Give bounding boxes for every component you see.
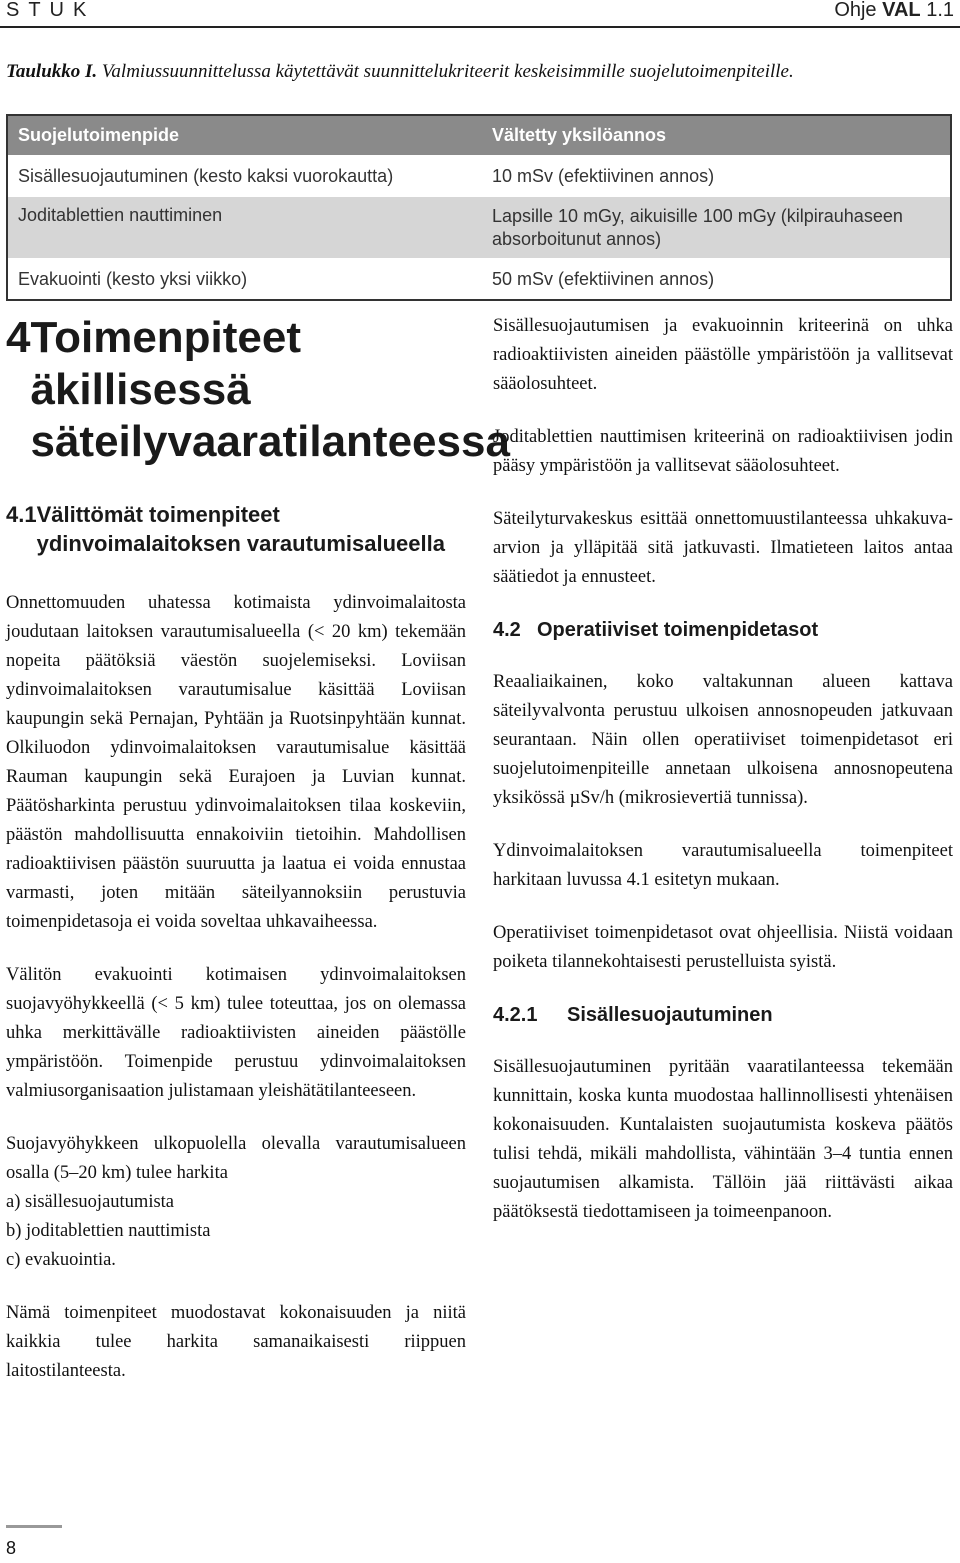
subsection-number: 4.2.1 (493, 1004, 538, 1026)
criteria-table (6, 114, 952, 301)
doc-version: 1.1 (920, 0, 954, 21)
subsection-heading (493, 1001, 953, 1029)
paragraph: Ydinvoimalaitoksen varautumisalueella toimenpiteet harkitaan luvussa 4.1 esitetyn mukaan. (493, 841, 953, 890)
chapter-number: 4 (6, 313, 31, 362)
table-cell: 50 mSv (efektiivinen annos) (492, 268, 715, 289)
paragraph: Säteilyturvakeskus esittää onnettomuustilanteessa uhkakuva-arvion ja ylläpitää sitä jatkuvasti. Ilmatieteen laitos antaa säätiedot ja ennusteet. (493, 509, 953, 587)
paragraph: Nämä toimenpiteet muodostavat kokonaisuuden ja niitä kaikkia tulee harkita samanaikaisesti riippuen laitostilanteesta. (6, 1303, 466, 1381)
section-number: 4.2 (493, 619, 521, 641)
section-number: 4.1 (6, 502, 37, 527)
table-caption (6, 58, 952, 85)
paragraph: Joditablettien nauttimisen kriteerinä on radioaktiivisen jodin pääsy ympäristöön ja vallitsevat sääolosuhteet. (493, 427, 953, 476)
table-cell: Evakuointi (kesto yksi viikko) (18, 268, 248, 289)
table-cell: 10 mSv (efektiivinen annos) (492, 165, 715, 186)
list-item: c) evakuointia. (6, 1250, 116, 1270)
table-cell: Sisällesuojautuminen (kesto kaksi vuorokautta) (18, 165, 394, 186)
footer-rule (6, 1525, 62, 1528)
page-header (0, 0, 960, 28)
chapter-title: Toimenpiteet äkillisessä säteilyvaaratilanteessa (30, 313, 510, 466)
paragraph: Reaaliaikainen, koko valtakunnan alueen kattava säteilyvalvonta perustuu ulkoisen annosnopeuden jatkuvaan seurantaan. Näin ollen operatiiviset toimenpidetasot eri suojelutoimenpiteille annetaan ulkoisena annosnopeutena yksikössä µSv/h (mikrosievertiä tunnissa). (493, 672, 953, 808)
caption-text: Valmiussuunnittelussa käytettävät suunnittelukriteerit keskeisimmille suojelutoimenpiteille. (97, 61, 794, 82)
section-heading (493, 616, 953, 644)
page-number: 8 (6, 1538, 17, 1558)
right-column (493, 312, 953, 1227)
paragraph: Sisällesuojautumisen ja evakuoinnin kriteerinä on uhka radioaktiivisten aineiden päästölle ympäristöön ja vallitsevat sääolosuhteet. (493, 316, 953, 394)
section-title: Välittömät toimenpiteet ydinvoimalaitoksen varautumisalueella (36, 502, 445, 556)
measures-list (6, 1188, 466, 1275)
table-cell: Lapsille 10 mGy, aikuisille 100 mGy (kilpirauhaseen absorboitunut annos) (492, 206, 903, 249)
subsection-title: Sisällesuojautuminen (567, 1004, 773, 1026)
table-header-row (8, 116, 950, 156)
header-cell: Suojelutoimenpide (18, 125, 180, 145)
paragraph: Välitön evakuointi kotimaisen ydinvoimalaitoksen suojavyöhykkeellä (< 5 km) tulee toteuttaa, jos on olemassa uhka merkittävälle radioaktiivisten aineiden päästölle ympäristöön. Toimenpide perustuu ydinvoimalaitoksen valmiusorganisaation julistamaan yleishätätilanteeseen. (6, 965, 466, 1101)
table-row (8, 156, 950, 197)
table-row (8, 197, 950, 259)
list-item: a) sisällesuojautumista (6, 1192, 175, 1212)
header-cell: Vältetty yksilöannos (492, 125, 667, 145)
paragraph: Suojavyöhykkeen ulkopuolella olevalla varautumisalueen osalla (5–20 km) tulee harkita (6, 1134, 466, 1183)
doc-prefix: Ohje (834, 0, 883, 21)
publisher-name: STUK (6, 0, 96, 21)
caption-label: Taulukko I. (6, 61, 98, 82)
document-code (834, 0, 954, 22)
paragraph: Sisällesuojautuminen pyritään vaaratilanteessa tekemään kunnittain, koska kunta muodostaa hallinnollisesti yhtenäisen kokonaisuuden. Kuntalaisten suojautumista koskeva päätös tulisi tehdä, mikäli mahdollista, vähintään 3–4 tuntia ennen suojautumisen alkamista. Tällöin jää riittävästi aikaa päätöksestä tiedottamiseen ja toimeenpanoon. (493, 1057, 953, 1222)
chapter-heading (6, 312, 510, 468)
list-item: b) joditablettien nauttimista (6, 1221, 211, 1241)
table-cell: Joditablettien nauttiminen (18, 205, 223, 225)
paragraph: Operatiiviset toimenpidetasot ovat ohjeellisia. Niistä voidaan poiketa tilannekohtaisesti perustelluista syistä. (493, 923, 953, 972)
section-title: Operatiiviset toimenpidetasot (537, 619, 819, 641)
section-heading (6, 500, 466, 558)
doc-code: VAL (882, 0, 921, 21)
table-row (8, 259, 950, 299)
paragraph: Onnettomuuden uhatessa kotimaista ydinvoimalaitosta joudutaan laitoksen varautumisalueella (< 20 km) tekemään nopeita päätöksiä väestön suojelemiseksi. Loviisan ydinvoimalaitoksen varautumisalue käsittää Loviisan kaupungin sekä Pernajan, Pyhtään ja Ruotsinpyhtään kunnat. Olkiluodon ydinvoimalaitoksen varautumisalue käsittää Rauman kaupungin sekä Eurajoen ja Luvian kunnat. Päätösharkinta perustuu ydinvoimalaitoksen tilaa koskeviin, päästön mahdollisuutta ennakoiviin tietoihin. Mahdollisen radioaktiivisen päästön suuruutta ja laatua ei voida ennustaa varmasti, joten mitään säteilyannoksiin perustuvia toimenpidetasoja ei voida soveltaa uhkavaiheessa. (6, 593, 466, 932)
